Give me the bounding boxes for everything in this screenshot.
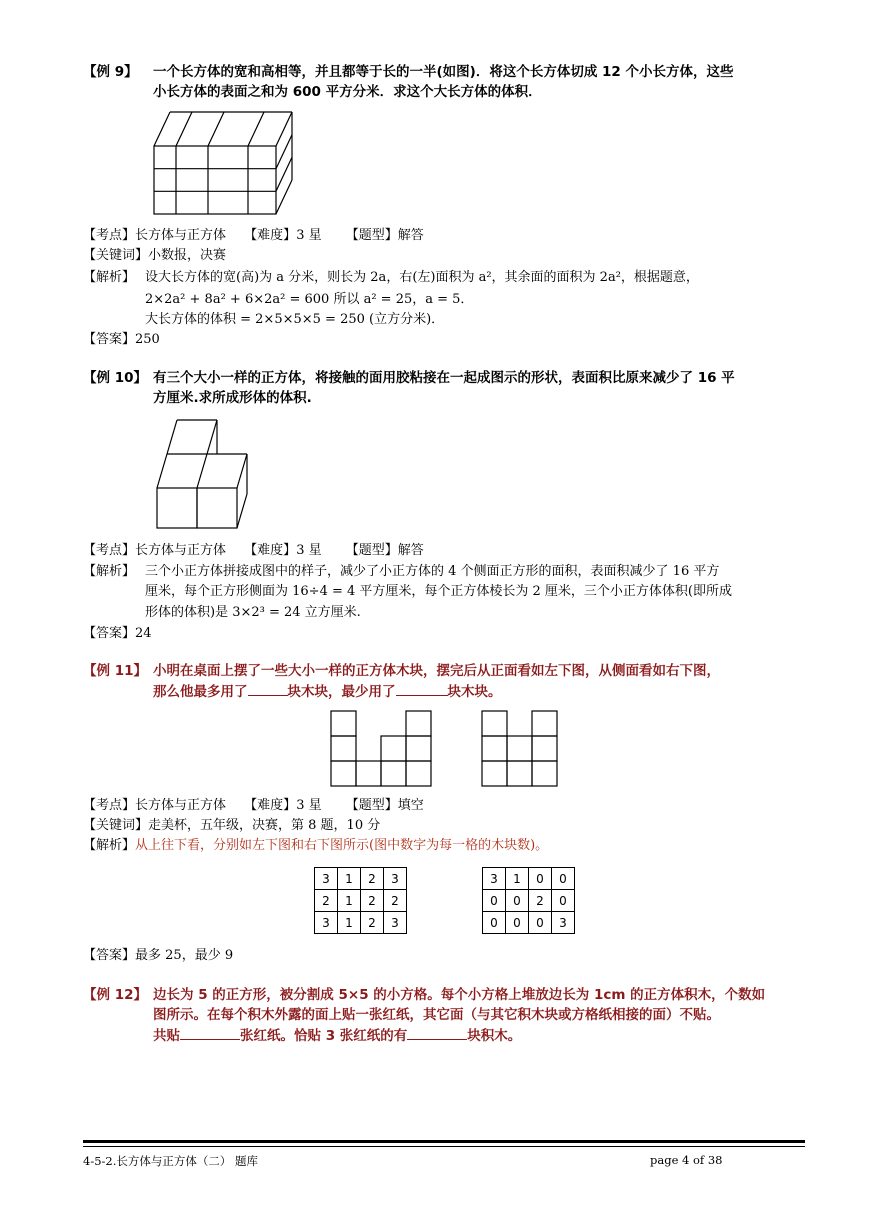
footer-rule-thick [83, 1140, 805, 1143]
grid-cell: 1 [506, 868, 529, 890]
ex11-front-view [330, 710, 434, 788]
grid-cell: 0 [506, 912, 529, 934]
grid-cell: 0 [529, 868, 552, 890]
footer-page-number: page 4 of 38 [650, 1153, 723, 1167]
ex10-jiexi-line2: 厘米，每个正方形侧面为 16÷4 = 4 平方厘米，每个正方体棱长为 2 厘米，三个小正方体体积(即所成 [145, 584, 733, 599]
grid-cell: 2 [315, 890, 338, 912]
ex9-q-line1: 一个长方体的宽和高相等，并且都等于长的一半(如图)．将这个长方体切成 12 个小长方体，这些 [153, 64, 734, 80]
grid-cell: 0 [552, 868, 575, 890]
ex9-answer-row: 【答案】250 [83, 332, 160, 347]
ex12-blank-three[interactable] [407, 1025, 467, 1040]
ex9-kaodian-row: 【考点】长方体与正方体 【难度】3 星 【题型】解答 [83, 228, 424, 243]
ex12-q-line2: 图所示。在每个积木外露的面上贴一张红纸，其它面（与其它积木块或方格纸相接的面）不贴。 [153, 1007, 720, 1023]
table-row [315, 868, 407, 890]
ex10-jiexi-tag: 【解析】 [83, 564, 136, 579]
grid-cell: 3 [552, 912, 575, 934]
grid-cell: 1 [338, 890, 361, 912]
footer-rule-thin [83, 1146, 805, 1147]
ex9-q-line2: 小长方体的表面之和为 600 平方分米．求这个大长方体的体积． [153, 84, 542, 100]
grid-cell: 3 [384, 912, 407, 934]
ex9-cuboid-figure [150, 108, 300, 218]
ex10-question [153, 368, 813, 408]
ex10-q-line2: 方厘米.求所成形体的体积. [153, 390, 312, 406]
ex9-jiexi-line3: 大长方体的体积 = 2×5×5×5 = 250 (立方分米)． [145, 312, 445, 327]
ex12-title: 【例 12】 [83, 987, 147, 1003]
grid-cell: 2 [529, 890, 552, 912]
grid-cell: 2 [361, 912, 384, 934]
ex11-jiexi-row: 【解析】从上往下看，分别如左下图和右下图所示(图中数字为每一格的木块数)。 [83, 838, 549, 853]
table-row [483, 912, 575, 934]
ex9-keywords-row: 【关键词】小数报，决赛 [83, 248, 227, 263]
grid-cell: 2 [361, 890, 384, 912]
ex11-answer-row: 【答案】最多 25，最少 9 [83, 948, 234, 963]
grid-cell: 3 [483, 868, 506, 890]
ex11-grid-right [482, 867, 575, 934]
grid-cell: 1 [338, 868, 361, 890]
ex10-jiexi-line3: 形体的体积)是 3×2³ = 24 立方厘米. [145, 605, 361, 620]
ex9-jiexi-line2: 2×2a² + 8a² + 6×2a² = 600 所以 a² = 25，a = 5． [145, 292, 474, 307]
ex10-kaodian-row: 【考点】长方体与正方体 【难度】3 星 【题型】解答 [83, 543, 424, 558]
ex11-blank-max[interactable] [248, 681, 288, 696]
table-row [315, 912, 407, 934]
ex12-question [153, 985, 813, 1046]
ex11-grid-left [314, 867, 407, 934]
grid-cell: 0 [483, 912, 506, 934]
ex10-q-line1: 有三个大小一样的正方体，将接触的面用胶粘接在一起成图示的形状，表面积比原来减少了 16 平 [153, 370, 735, 386]
ex11-blank-min[interactable] [396, 681, 448, 696]
grid-cell: 0 [529, 912, 552, 934]
ex10-jiexi-line1: 三个小正方体拼接成图中的样子，减少了小正方体的 4 个侧面正方形的面积，表面积减少了 16 平方 [145, 564, 720, 579]
ex11-q-line1: 小明在桌面上摆了一些大小一样的正方体木块，摆完后从正面看如左下图，从侧面看如右下图， [153, 663, 720, 679]
grid-cell: 3 [315, 912, 338, 934]
ex10-cubes-figure [155, 418, 250, 530]
ex9-jiexi-tag: 【解析】 [83, 270, 136, 285]
ex11-keywords-row: 【关键词】走美杯，五年级，决赛，第 8 题，10 分 [83, 818, 381, 833]
table-row [483, 868, 575, 890]
table-row [483, 890, 575, 912]
grid-cell: 0 [483, 890, 506, 912]
ex11-kaodian-row: 【考点】长方体与正方体 【难度】3 星 【题型】填空 [83, 798, 424, 813]
table-row [315, 890, 407, 912]
grid-cell: 2 [361, 868, 384, 890]
ex11-title: 【例 11】 [83, 663, 147, 679]
footer-left: 4-5-2.长方体与正方体（二） 题库 [83, 1154, 259, 1168]
grid-cell: 2 [384, 890, 407, 912]
ex11-question [153, 661, 813, 702]
grid-cell: 1 [338, 912, 361, 934]
grid-cell: 0 [506, 890, 529, 912]
ex9-title: 【例 9】 [83, 64, 138, 80]
ex12-q-line3: 共贴 张红纸。恰贴 3 张红纸的有 块积木。 [153, 1025, 813, 1046]
grid-cell: 3 [384, 868, 407, 890]
ex9-question [153, 62, 813, 102]
ex11-side-view [481, 710, 561, 788]
ex10-answer-row: 【答案】24 [83, 626, 152, 641]
ex12-q-line1: 边长为 5 的正方形，被分割成 5×5 的小方格。每个小方格上堆放边长为 1cm 的正方体积木，个数如 [153, 987, 766, 1003]
grid-cell: 3 [315, 868, 338, 890]
grid-cell: 0 [552, 890, 575, 912]
ex9-jiexi-line1: 设大长方体的宽(高)为 a 分米，则长为 2a，右(左)面积为 a²，其余面的面积为 2a²，根据题意， [145, 270, 699, 285]
ex10-title: 【例 10】 [83, 370, 147, 386]
ex12-blank-total[interactable] [180, 1025, 240, 1040]
ex11-q-line2: 那么他最多用了 块木块，最少用了 块木块。 [153, 681, 813, 702]
